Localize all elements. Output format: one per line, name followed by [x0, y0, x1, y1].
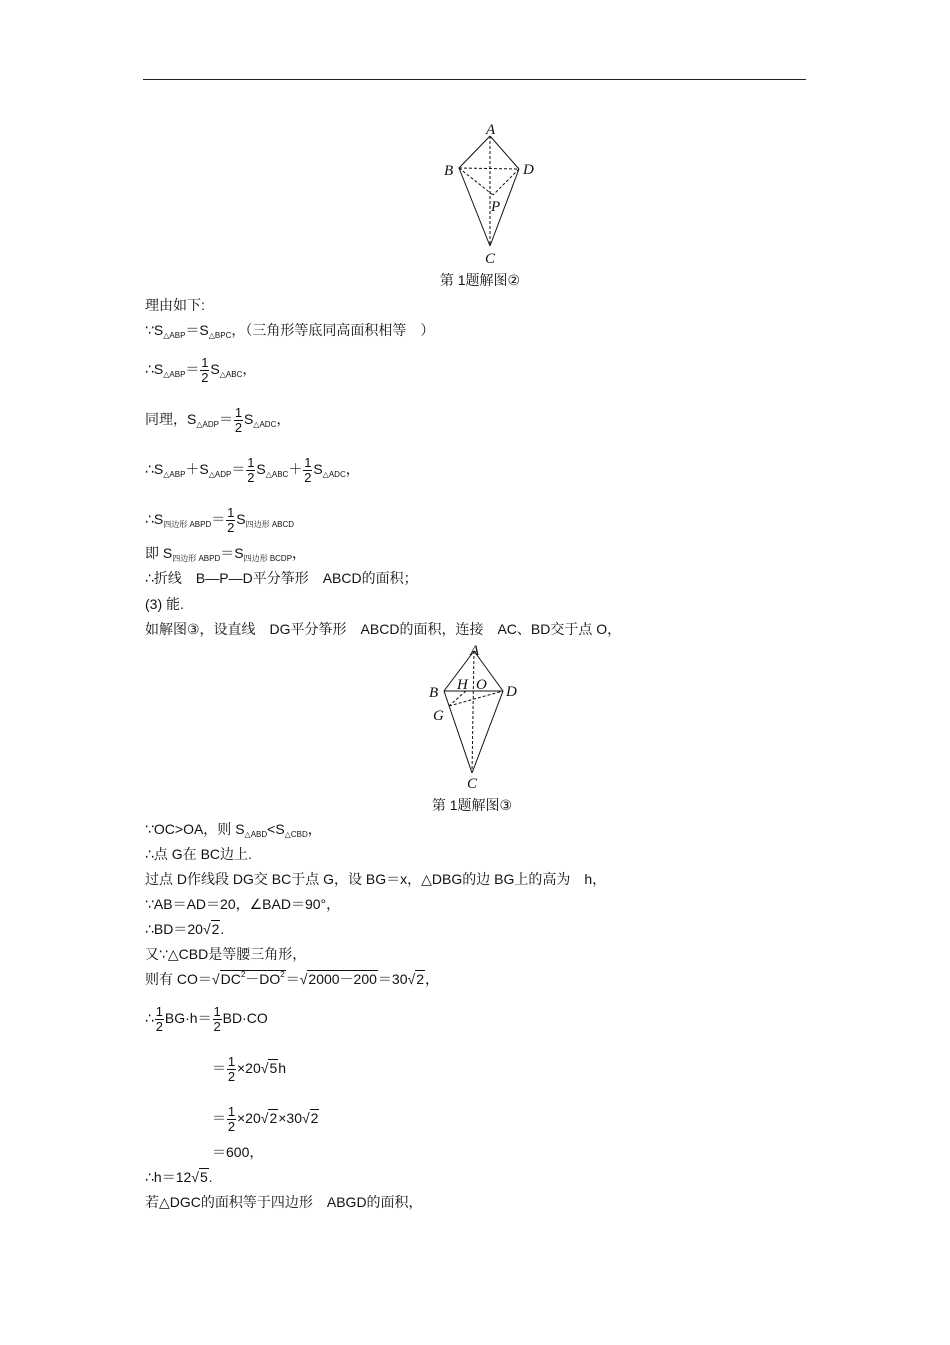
header-rule: [143, 79, 806, 80]
label-A: A: [470, 643, 480, 659]
text-line: 又∵△CBD是等腰三角形，: [145, 946, 307, 962]
text-line: ＝600，: [212, 1144, 264, 1160]
text-line: ∴ $\frac{1}{2}$ BG·h＝ $\frac{1}{2}$ BD·CO: [145, 1004, 268, 1034]
text-line: ∵OC>OA，则 $S_{\triangle ABD}<S_{\triangle CBD}$，: [145, 821, 322, 839]
text-line: 即 $S_{四边形 ABPD}=S_{四边形 BCDP}$，: [145, 545, 307, 563]
label-C: C: [485, 251, 496, 267]
figure-2-caption: 第 1题解图②: [439, 272, 521, 288]
text-line: $\therefore S_{四边形 ABPD}=$ $\frac{1}{2}$ $S_{四边形 ABCD}$: [145, 505, 295, 535]
figure-3-kite: [422, 643, 532, 793]
text-line: ∴BD＝20√2.: [145, 921, 225, 937]
label-G: G: [433, 708, 444, 724]
text-line: 若△DGC的面积等于四边形 ABGD的面积，: [145, 1194, 423, 1210]
label-B: B: [429, 685, 439, 701]
text-line: ∵AB＝AD＝20，∠BAD＝90°，: [145, 896, 341, 912]
text-line: ＝ $\frac{1}{2}$ ×20√5h: [212, 1054, 287, 1084]
text-line: 理由如下:: [145, 297, 205, 313]
label-D: D: [523, 162, 534, 178]
label-D: D: [506, 684, 517, 700]
figure-3-caption: 第 1题解图③: [431, 797, 513, 813]
text-line: $\therefore S_{\triangle ABP}+S_{\triangle ADP}=$ $\frac{1}{2}$ $S_{\triangle ABC}+$ $\frac{1}{2}$ $S_{\triangle ADC}$，: [145, 455, 360, 485]
text-line: 同理，$S_{\triangle ADP}=$ $\frac{1}{2}$ $S_{\triangle ADC}$，: [145, 405, 291, 435]
text-line: 如解图③，设直线 DG平分筝形 ABCD的面积，连接 AC、BD交于点 O，: [145, 621, 622, 637]
text-line: ＝ $\frac{1}{2}$ ×20√2×30√2: [212, 1104, 319, 1134]
label-A: A: [486, 122, 496, 138]
text-line: 则有 $CO=√DC^2-DO^2=√2000-200=30√2$，: [145, 970, 439, 987]
label-C: C: [467, 776, 478, 792]
label-P: P: [491, 199, 501, 215]
figure-2-kite: [430, 118, 550, 268]
label-B: B: [444, 163, 454, 179]
text-line: 过点 D作线段 DG交 BC于点 G，设 BG＝x，△DBG的边 BG上的高为 h，: [145, 871, 607, 887]
text-line: ∴h＝12√5.: [145, 1169, 213, 1185]
label-O: O: [476, 677, 487, 693]
text-line: ∴折线 B—P—D平分筝形 ABCD的面积；: [145, 570, 418, 586]
text-line: (3) 能.: [145, 596, 184, 612]
text-line: $\therefore S_{\triangle ABP}=$ $\frac{1}{2}$ $S_{\triangle ABC}$，: [145, 355, 257, 385]
label-H: H: [457, 677, 468, 693]
text-line: $\because S_{\triangle ABP}=S_{\triangle BPC}$，（三角形等底同高面积相等 ）: [145, 322, 435, 340]
text-line: ∴点 G在 BC边上.: [145, 846, 252, 862]
